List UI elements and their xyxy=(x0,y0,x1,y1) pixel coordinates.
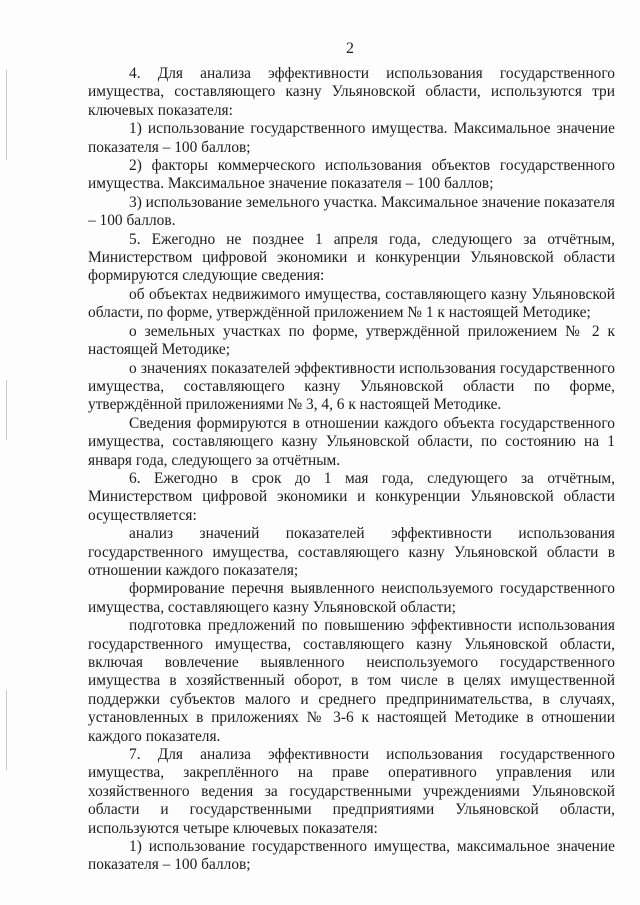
paragraph: 1) использование государственного имущества. Максимальное значение показателя – 100 баллов; xyxy=(88,120,615,156)
scan-edge-mark xyxy=(6,380,7,440)
paragraph: 7. Для анализа эффективности использования государственного имущества, закреплённого на праве оперативного управления или хозяйственного ведения за государственными учреждениями Ульяновской области и государственными предприятиями Ульяновской области, используются четыре ключевых показателя: xyxy=(88,746,615,837)
paragraph: 2) факторы коммерческого использования объектов государственного имущества. Максимальное значение показателя – 100 баллов; xyxy=(88,157,615,193)
scan-edge-mark xyxy=(6,690,7,770)
paragraph: о значениях показателей эффективности использования государственного имущества, составляющего казну Ульяновской области по форме, утверждённой приложениями № 3, 4, 6 к настоящей Методике. xyxy=(88,359,615,414)
paragraph: 1) использование государственного имущества, максимальное значение показателя – 100 баллов; xyxy=(88,838,615,874)
paragraph: об объектах недвижимого имущества, составляющего казну Ульяновской области, по форме, утверждённой приложением № 1 к настоящей Методике; xyxy=(88,285,615,322)
paragraph: подготовка предложений по повышению эффективности использования государственного имущества, составляющего казну Ульяновской области, включая вовлечение выявленного неиспользуемого государственного имущества в хозяйственный оборот, в том числе в целях имущественной поддержки субъектов малого и среднего предпринимательства, в случаях, установленных в приложениях № 3-6 к настоящей Методике в отношении каждого показателя. xyxy=(88,617,615,745)
paragraph: формирование перечня выявленного неиспользуемого государственного имущества, составляющего казну Ульяновской области; xyxy=(88,580,615,616)
paragraph: 3) использование земельного участка. Максимальное значение показателя – 100 баллов. xyxy=(88,193,615,230)
scan-edge-mark xyxy=(6,70,7,160)
paragraph: 4. Для анализа эффективности использования государственного имущества, составляющего казну Ульяновской области, используются три ключевых показателя: xyxy=(88,65,615,119)
paragraph: о земельных участках по форме, утверждённой приложением № 2 к настоящей Методике; xyxy=(88,322,615,359)
paragraph: Сведения формируются в отношении каждого объекта государственного имущества, составляющего казну Ульяновской области, по состоянию на 1 января года, следующего за отчётным. xyxy=(88,414,615,469)
page-number: 2 xyxy=(346,40,354,57)
paragraph: анализ значений показателей эффективности использования государственного имущества, составляющего казну Ульяновской области в отношении каждого показателя; xyxy=(88,525,615,579)
paragraph: 5. Ежегодно не позднее 1 апреля года, следующего за отчётным, Министерством цифровой экономики и конкуренции Ульяновской области формируются следующие сведения: xyxy=(88,230,615,285)
paragraph: 6. Ежегодно в срок до 1 мая года, следующего за отчётным, Министерством цифровой экономики и конкуренции Ульяновской области осуществляется: xyxy=(88,469,615,524)
body-text xyxy=(88,65,615,875)
